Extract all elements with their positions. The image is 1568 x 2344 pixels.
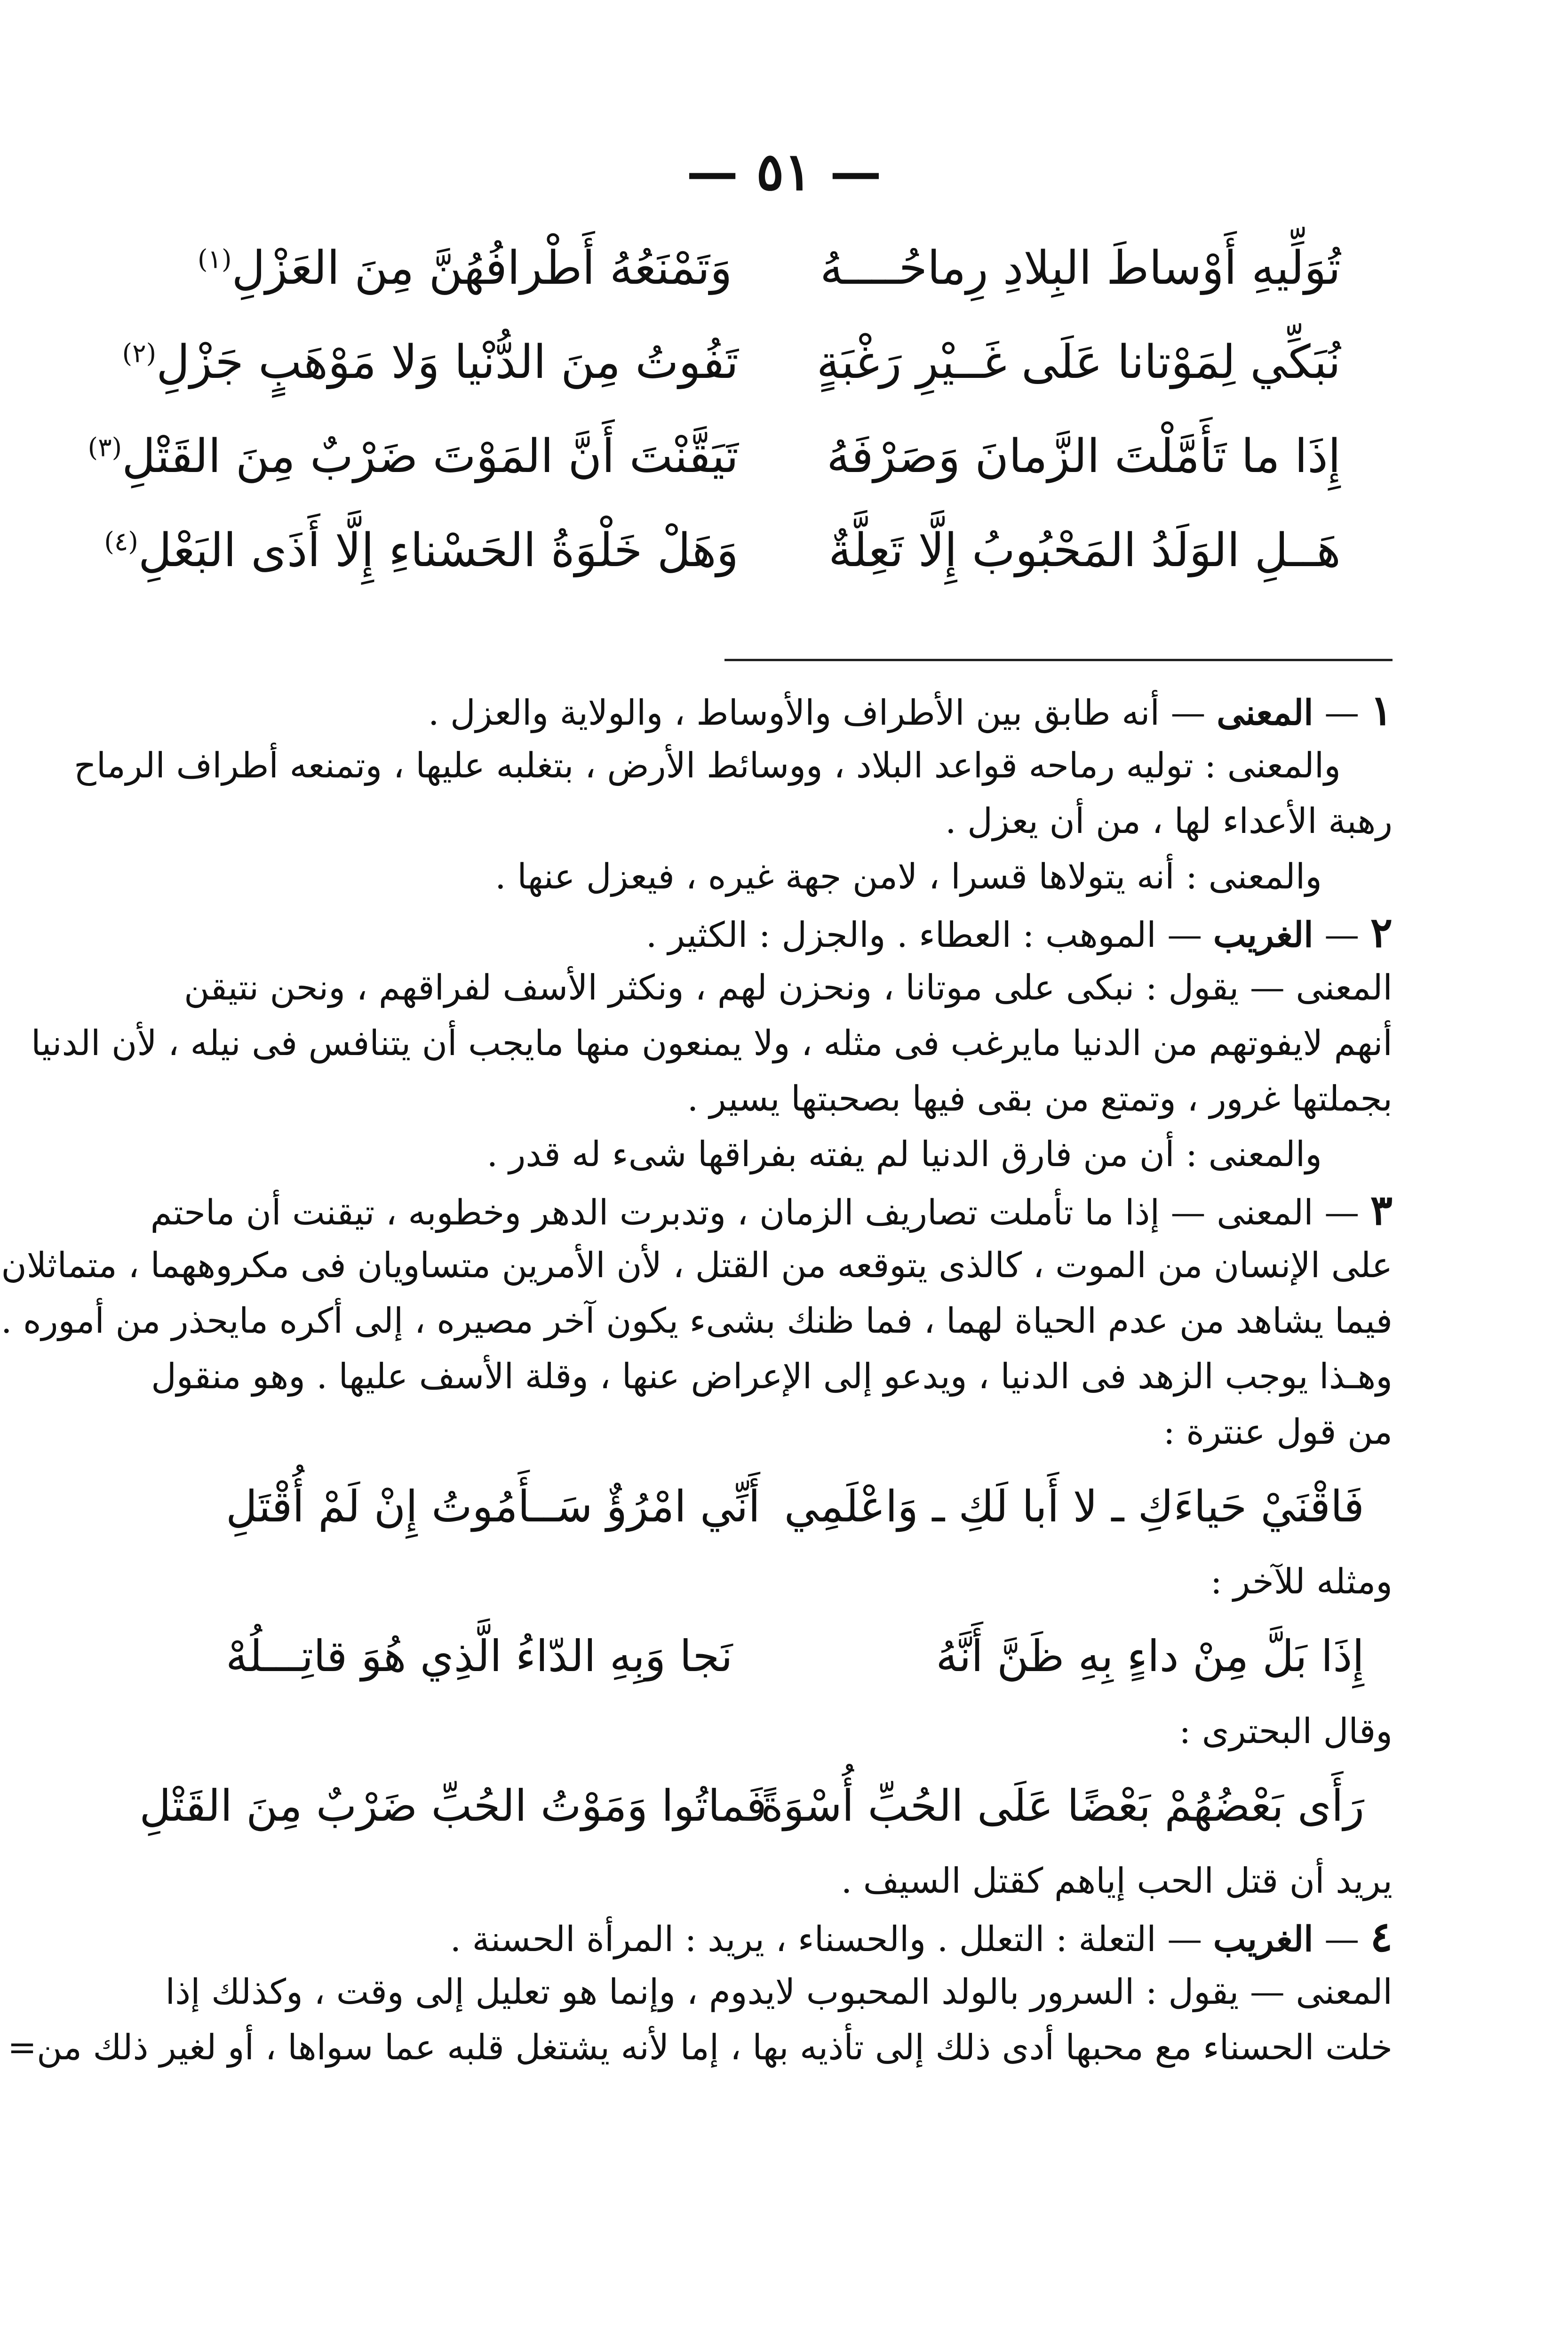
note-line: بجملتها غرور ، وتمتع من بقى فيها بصحبتها يسير . bbox=[687, 1079, 1393, 1119]
note-line: ٤ — الغريب — التعلة : التعلل . والحسناء ، يريد : المرأة الحسنة . bbox=[450, 1912, 1393, 1961]
verse-second-hemistich bbox=[88, 409, 739, 504]
note-line bbox=[150, 1182, 1393, 1238]
note-line: أنهم لايفوتهم من الدنيا مايرغب فى مثله ، ولا يمنعون منها مايجب أن يتنافس فى نيله ، لأن الدنيا bbox=[31, 1023, 1393, 1064]
note-line: ٢ — الغريب — الموهب : العطاء . والجزل : الكثير . bbox=[645, 908, 1393, 957]
note-line: يريد أن قتل الحب إياهم كقتل السيف . bbox=[841, 1861, 1393, 1901]
footnote-ref: (٢) bbox=[122, 338, 157, 368]
footnotes bbox=[0, 682, 1393, 2075]
verse-first-hemistich: هَــلِ الوَلَدُ المَحْبُوبُ إِلَّا تَعِلَّةٌ bbox=[828, 524, 1341, 577]
verse-first-hemistich: إِذَا ما تَأَمَّلْتَ الزَّمانَ وَصَرْفَهُ bbox=[827, 430, 1341, 483]
verse-second-hemistich: نَجا وَبِهِ الدّاءُ الَّذِي هُوَ قاتِـــلُهْ bbox=[226, 1631, 733, 1681]
note-line: وقال البحترى : bbox=[1179, 1711, 1393, 1752]
poem-verse bbox=[88, 409, 1341, 504]
poem-verse bbox=[104, 504, 1341, 598]
note-text: — الموهب : العطاء . والجزل : الكثير . bbox=[645, 915, 1202, 955]
note-term: الغريب bbox=[1213, 1919, 1313, 1960]
note-line: من قول عنترة : bbox=[1163, 1412, 1393, 1452]
note-line: والمعنى : توليه رماحه قواعد البلاد ، ووسائط الأرض ، بتغلبه عليها ، وتمنعه أطراف الرماح bbox=[73, 745, 1341, 786]
note-number: ٤ bbox=[1370, 1912, 1393, 1961]
note-line: المعنى — يقول : السرور بالولد المحبوب لايدوم ، وإنما هو تعليل إلى وقت ، وكذلك إذا bbox=[165, 1972, 1393, 2012]
verse-second-text: تَيَقَّنْتَ أَنَّ المَوْتَ ضَرْبٌ مِنَ القَتْلِ bbox=[122, 430, 739, 483]
verse-second-text: وَهَلْ خَلْوَةُ الحَسْناءِ إِلَّا أَذَى البَعْلِ bbox=[138, 524, 739, 577]
footnote-ref: (٤) bbox=[104, 526, 138, 557]
note-line: خلت الحسناء مع محبها أدى ذلك إلى تأذيه بها ، إما لأنه يشتغل قلبه عما سواها ، أو لغير ذلك من= bbox=[8, 2027, 1393, 2068]
footnote-ref: (١) bbox=[198, 244, 232, 274]
note-text: — المعنى — إذا ما تأملت تصاريف الزمان ، وتدبرت الدهر وخطوبه ، تيقنت أن ماحتم bbox=[150, 1192, 1360, 1233]
note-line: والمعنى : أن من فارق الدنيا لم يفته بفراقها شىء له قدر . bbox=[486, 1134, 1322, 1175]
footnote-separator bbox=[724, 659, 1393, 661]
note-text: — التعلة : التعلل . والحسناء ، يريد : المرأة الحسنة . bbox=[450, 1919, 1202, 1960]
verse-first-hemistich: نُبَكِّي لِمَوْتانا عَلَى غَــيْرِ رَغْبَةٍ bbox=[816, 336, 1341, 389]
quoted-verse bbox=[188, 1609, 1393, 1704]
note-text: — أنه طابق بين الأطراف والأوساط ، والولاية والعزل . bbox=[428, 693, 1206, 733]
note-line: المعنى — يقول : نبكى على موتانا ، ونحزن لهم ، ونكثر الأسف لفراقهم ، ونحن نتيقن bbox=[184, 968, 1393, 1008]
poem-verse bbox=[198, 221, 1341, 315]
poem-verse bbox=[122, 315, 1341, 409]
page-number: — ٥١ — bbox=[686, 141, 882, 202]
verse-first-hemistich: رَأَى بَعْضُهُمْ بَعْضًا عَلَى الحُبِّ أُسْوَةً bbox=[760, 1781, 1364, 1831]
poem-block bbox=[88, 221, 1341, 598]
note-line: وهـذا يوجب الزهد فى الدنيا ، ويدعو إلى الإعراض عنها ، وقلة الأسف عليها . وهو منقول bbox=[151, 1356, 1393, 1397]
verse-second-text: تَفُوتُ مِنَ الدُّنْيا وَلا مَوْهَبٍ جَزْلِ bbox=[156, 336, 739, 389]
verse-second-hemistich: فَماتُوا وَمَوْتُ الحُبِّ ضَرْبٌ مِنَ القَتْلِ bbox=[139, 1781, 767, 1831]
verse-second-hemistich bbox=[122, 315, 739, 409]
quoted-verse bbox=[188, 1460, 1393, 1554]
verse-first-hemistich: إِذَا بَلَّ مِنْ داءٍ بِهِ ظَنَّ أَنَّهُ bbox=[936, 1631, 1364, 1681]
note-line: ١ — المعنى — أنه طابق بين الأطراف والأوساط ، والولاية والعزل . bbox=[428, 686, 1393, 735]
note-line: فيما يشاهد من عدم الحياة لهما ، فما ظنك بشىء يكون آخر مصيره ، إلى أكره مايحذر من أموره . bbox=[0, 1301, 1393, 1341]
note-term: الغريب bbox=[1213, 915, 1313, 955]
note-number: ١ bbox=[1370, 686, 1393, 735]
footnote-ref: (٣) bbox=[88, 432, 122, 463]
verse-second-hemistich bbox=[198, 221, 739, 315]
note-term: المعنى bbox=[1217, 693, 1313, 733]
note-line: على الإنسان من الموت ، كالذى يتوقعه من القتل ، لأن الأمرين متساويان فى مكروههما ، متماثلان bbox=[1, 1245, 1393, 1286]
note-number: ٢ bbox=[1370, 908, 1393, 957]
quoted-verse bbox=[139, 1759, 1393, 1853]
note-line: ومثله للآخر : bbox=[1210, 1561, 1393, 1602]
verse-second-text: وَتَمْنَعُهُ أَطْرافُهُنَّ مِنَ العَزْلِ bbox=[231, 241, 732, 295]
verse-second-hemistich bbox=[104, 504, 739, 598]
verse-first-hemistich: فَاقْنَيْ حَياءَكِ ـ لا أَبا لَكِ ـ وَاعْلَمِي bbox=[784, 1481, 1364, 1532]
verse-first-hemistich: تُوَلِّيهِ أَوْساطَ البِلادِ رِماحُــــهُ bbox=[820, 241, 1341, 295]
verse-second-hemistich: أَنِّي امْرُؤٌ سَــأَمُوتُ إِنْ لَمْ أُقْتَلِ bbox=[226, 1481, 760, 1532]
note-line: والمعنى : أنه يتولاها قسرا ، لامن جهة غيره ، فيعزل عنها . bbox=[495, 856, 1322, 897]
note-line: رهبة الأعداء لها ، من أن يعزل . bbox=[945, 801, 1393, 841]
note-number: ٣ bbox=[1370, 1185, 1393, 1234]
